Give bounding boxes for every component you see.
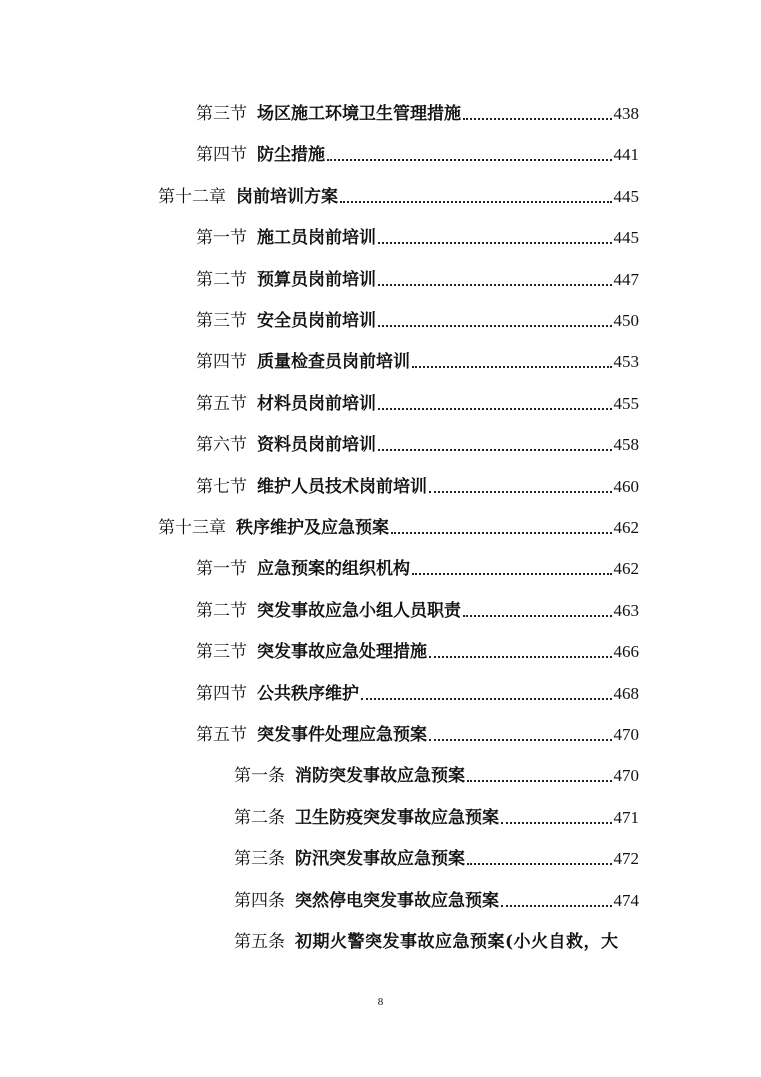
toc-entry-label: 第四节 <box>196 352 247 373</box>
toc-entry-label: 第二条 <box>234 807 285 828</box>
toc-entry-title: 安全员岗前培训 <box>257 311 376 331</box>
toc-entry[interactable] <box>196 593 639 621</box>
toc-entry[interactable] <box>196 551 639 579</box>
toc-entry[interactable] <box>234 924 639 952</box>
toc-entry[interactable] <box>196 717 639 745</box>
toc-entry[interactable] <box>196 427 639 455</box>
toc-leader-dots <box>467 766 612 782</box>
toc-entry[interactable] <box>196 96 639 124</box>
toc-entry[interactable] <box>158 510 639 538</box>
toc-leader-dots <box>463 601 612 617</box>
toc-entry-title: 突发事故应急处理措施 <box>257 642 427 663</box>
toc-entry-title: 维护人员技术岗前培训 <box>257 476 427 497</box>
toc-entry-page: 462 <box>613 559 639 579</box>
toc-entry-title: 防尘措施 <box>257 145 325 166</box>
toc-leader-dots <box>501 891 612 907</box>
toc-entry[interactable] <box>196 303 639 331</box>
toc-entry[interactable] <box>196 220 639 248</box>
toc-entry-label: 第一条 <box>234 766 285 787</box>
toc-entry-title: 质量检查员岗前培训 <box>257 352 410 373</box>
toc-entry[interactable] <box>196 386 639 414</box>
toc-leader-dots <box>501 808 612 824</box>
toc-entry-label: 第三节 <box>196 311 247 331</box>
toc-entry-title: 公共秩序维护 <box>257 683 359 704</box>
toc-entry-page: 450 <box>613 311 639 330</box>
toc-entry-title: 预算员岗前培训 <box>257 269 376 290</box>
toc-leader-dots <box>378 394 612 410</box>
toc-entry[interactable] <box>234 841 639 869</box>
toc-entry-page: 472 <box>613 849 639 869</box>
toc-entry[interactable] <box>234 758 639 786</box>
toc-entry-page: 458 <box>613 435 639 455</box>
toc-entry-title: 突然停电突发事故应急预案 <box>295 890 499 911</box>
toc-entry-label: 第十三章 <box>158 518 226 538</box>
toc-leader-dots <box>378 270 612 286</box>
toc-entry-page: 445 <box>613 228 639 248</box>
toc-entry[interactable] <box>196 676 639 704</box>
toc-entry-label: 第五条 <box>234 932 285 952</box>
toc-entry-label: 第六节 <box>196 435 247 456</box>
toc-entry[interactable] <box>196 262 639 290</box>
toc-entry-label: 第二节 <box>196 600 247 621</box>
toc-entry-label: 第四条 <box>234 890 285 911</box>
toc-entry-title: 场区施工环境卫生管理措施 <box>257 104 461 124</box>
toc-entry-page: 441 <box>613 145 639 165</box>
toc-entry-title: 施工员岗前培训 <box>257 228 376 249</box>
toc-leader-dots <box>391 518 612 534</box>
toc-entry-label: 第七节 <box>196 476 247 497</box>
toc-leader-dots <box>361 684 612 700</box>
toc-entry-page: 470 <box>613 766 639 786</box>
toc-leader-dots <box>378 435 612 451</box>
toc-entry-page: 462 <box>613 518 639 537</box>
toc-entry-page: 453 <box>613 352 639 372</box>
page-number: 8 <box>377 996 384 1008</box>
toc-entry-title: 资料员岗前培训 <box>257 435 376 456</box>
toc-entry-label: 第三条 <box>234 849 285 870</box>
toc-entry[interactable] <box>196 344 639 372</box>
toc-entry-title: 初期火警突发事故应急预案(小火自救，大 <box>295 932 619 952</box>
toc-entry-page: 468 <box>613 683 639 703</box>
toc-entry-page: 455 <box>613 393 639 413</box>
toc-entry-label: 第四节 <box>196 683 247 704</box>
toc-leader-dots <box>429 477 612 493</box>
toc-entry-page: 463 <box>613 600 639 620</box>
toc-entry-title: 材料员岗前培训 <box>257 393 376 414</box>
toc-entry-title: 消防突发事故应急预案 <box>295 766 465 787</box>
toc-entry-page: 474 <box>613 890 639 910</box>
toc-entry-page: 466 <box>613 642 639 662</box>
toc-entry-page: 438 <box>613 104 639 123</box>
toc-entry[interactable] <box>196 137 639 165</box>
toc-leader-dots <box>467 849 612 865</box>
toc-leader-dots <box>412 352 612 368</box>
toc-entry-label: 第三节 <box>196 642 247 663</box>
toc-entry[interactable] <box>158 179 639 207</box>
toc-leader-dots <box>463 104 612 120</box>
toc-entry-label: 第十二章 <box>158 186 226 207</box>
toc-entry-title: 应急预案的组织机构 <box>257 559 410 580</box>
toc-entry-page: 471 <box>613 807 639 827</box>
toc-entry-label: 第四节 <box>196 145 247 166</box>
toc-entry-page: 445 <box>613 186 639 206</box>
toc-entry-title: 突发事故应急小组人员职责 <box>257 600 461 621</box>
toc-entry-label: 第二节 <box>196 269 247 290</box>
toc-leader-dots <box>412 559 612 575</box>
toc-entry[interactable] <box>234 800 639 828</box>
toc-entry[interactable] <box>234 883 639 911</box>
toc-leader-dots <box>378 311 612 327</box>
toc-leader-dots <box>340 187 612 203</box>
toc-entry[interactable] <box>196 634 639 662</box>
toc-entry-page: 460 <box>613 476 639 496</box>
toc-leader-dots <box>429 725 612 741</box>
toc-entry-title: 岗前培训方案 <box>236 186 338 207</box>
toc-entry-page: 470 <box>613 725 639 744</box>
toc-entry-label: 第五节 <box>196 725 247 745</box>
toc-entry-title: 突发事件处理应急预案 <box>257 725 427 745</box>
toc-entry-page: 447 <box>613 269 639 289</box>
toc-entry-title: 防汛突发事故应急预案 <box>295 849 465 870</box>
toc-leader-dots <box>327 145 612 161</box>
toc-entry[interactable] <box>196 469 639 497</box>
toc-entry-label: 第一节 <box>196 559 247 580</box>
toc-leader-dots <box>429 642 612 658</box>
toc-leader-dots <box>378 228 612 244</box>
toc-entry-label: 第三节 <box>196 104 247 124</box>
toc-entry-label: 第一节 <box>196 228 247 249</box>
toc-entry-label: 第五节 <box>196 393 247 414</box>
toc-entry-title: 秩序维护及应急预案 <box>236 518 389 538</box>
toc-entry-title: 卫生防疫突发事故应急预案 <box>295 807 499 828</box>
